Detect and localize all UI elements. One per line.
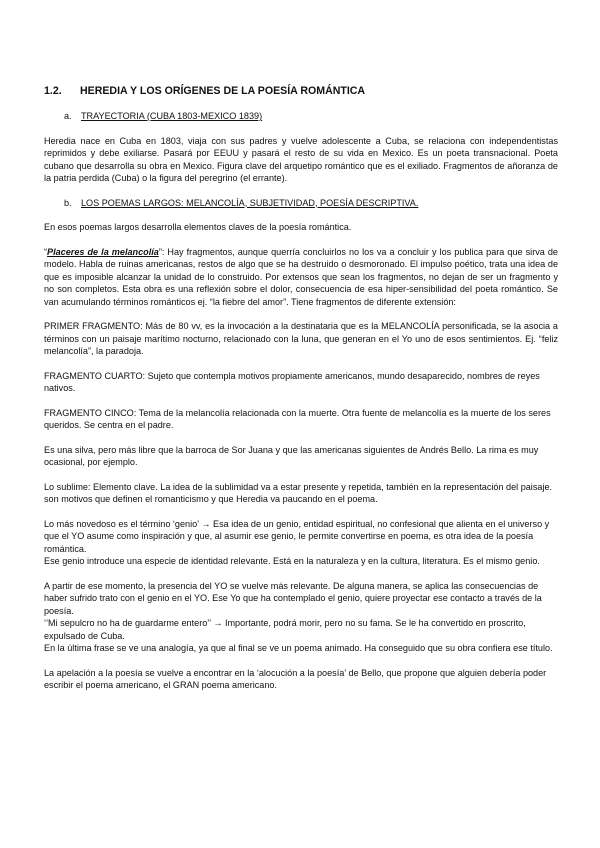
paragraph-apelacion: La apelación a la poesía se vuelve a encontrar en la ‘alocución a la poesía’ de Bello, que propone que alguien debería poder escribir el poema americano, el GRAN poema americano. (44, 667, 547, 690)
paragraph-ultima-frase: En la última frase se ve una analogía, ya que al final se ve un poema animado. Ha conseguido que su obra confiera ese título. (44, 643, 553, 653)
subsection-a-title: TRAYECTORIA (CUBA 1803-MEXICO 1839) (81, 111, 263, 121)
paragraph-sublime: Lo sublime: Elemento clave. La idea de la sublimidad va a estar presente y repetida, también en la representación del paisaje. son motivos que definen el romanticismo y que Heredia va paucando en el poema. (44, 481, 553, 504)
paragraph-fragmento-cuarto: FRAGMENTO CUARTO: Sujeto que contempla motivos propiamente americanos, mundo desaparecido, nombres de reyes nativos. (44, 370, 540, 393)
paragraph-a-partir: A partir de ese momento, la presencia del YO se vuelve más relevante. De alguna manera, se aplica las consecuencias de haber sufrido trato con el genio en el YO. Ese Yo que ha contemplado el genio, quiere proyectar ese contacto a través de la poesía. (44, 580, 542, 616)
paragraph-group-genio (44, 518, 558, 568)
paragraph-group-yo (44, 580, 558, 655)
paragraph-poemas-largos: En esos poemas largos desarrolla elementos claves de la poesía romántica. (44, 222, 352, 232)
subsection-b-heading (64, 197, 558, 210)
section-number: 1.2. (44, 85, 62, 97)
document-body (44, 84, 558, 704)
paragraph-genio: Lo más novedoso es el término ‘genio’ → Esa idea de un genio, entidad espiritual, no confesional que alienta en el universo y que el YO asume como inspiración y que, al asumir ese genio, le permite convertirse en poema, es otra idea de la poesía romántica. (44, 518, 550, 554)
paragraph-sepulcro: ‘’Mi sepulcro no ha de guardarme entero’’ → Importante, podrá morir, pero no su fama. Se le ha convertido en proscrito, expulsado de Cuba. (44, 618, 526, 641)
section-title: HEREDIA Y LOS ORÍGENES DE LA POESÍA ROMÁNTICA (80, 85, 366, 97)
paragraph-placeres (44, 246, 558, 309)
subsection-a-letter: a. (64, 111, 72, 121)
paragraph-genio-identidad: Ese genio introduce una especie de identidad relevante. Está en la naturaleza y en la cultura, literatura. Es el mismo genio. (44, 556, 540, 566)
paragraph-trayectoria: Heredia nace en Cuba en 1803, viaja con sus padres y vuelve adolescente a Cuba, se relaciona con independentistas reprimidos y debe exiliarse. Pasará por EEUU y pasará el resto de su vida en Mexico. Es un poeta transnacional. Poeta cubano que desarrolla su obra en Mexico. Figura clave del arquetipo romántico que es el exiliado. Fragmentos de añoranza de la patria perdida (Cuba) o la figura del peregrino (el errante). (44, 135, 558, 183)
paragraph-fragmento-cinco: FRAGMENTO CINCO: Tema de la melancolía relacionada con la muerte. Otra fuente de melancolía es la muerte de los seres queridos. Se centra en el padre. (44, 407, 551, 430)
paragraph-silva: Es una silva, pero más libre que la barroca de Sor Juana y que las americanas siguientes de Andrés Bello. La rima es muy ocasional, por ejemplo. (44, 444, 539, 467)
section-heading (44, 84, 558, 98)
subsection-a-heading (64, 110, 558, 123)
subsection-b-title: LOS POEMAS LARGOS: MELANCOLÍA, SUBJETIVIDAD, POESÍA DESCRIPTIVA. (81, 197, 419, 208)
paragraph-primer-fragmento: PRIMER FRAGMENTO: Más de 80 vv, es la invocación a la destinataria que es la MELANCOLÍA personificada, se la asocia a términos con un paisaje marítimo nocturno, relacionado con la luna, que generan en el Yo uno de esos sentimientos. Ej. “feliz melancolía”, la paradoja. (44, 321, 558, 356)
placeres-title: Placeres de la melancolía (47, 246, 159, 257)
placeres-open-quote: “ (44, 246, 48, 257)
subsection-b-letter: b. (64, 197, 72, 208)
placeres-text: ”: Hay fragmentos, aunque querría concluirlos no los va a concluir y los publica para que sirva de modelo. Habla de ruinas americanas, restos de algo que se ha destruido o desmoronado. El impulso poético, trata una idea de que es imposible alcanzar la unidad de lo construido. Por extensos que sean los fragmentos, no dejan de ser un fragmento y no son completos. Esta obra es una reflexión sobre el dolor, consecuencia de esa hiper-sensibilidad del poeta romántico. Se van acumulando términos románticos ej. “la fiebre del amor”. Tiene fragmentos de diferente extensión: (44, 246, 558, 307)
